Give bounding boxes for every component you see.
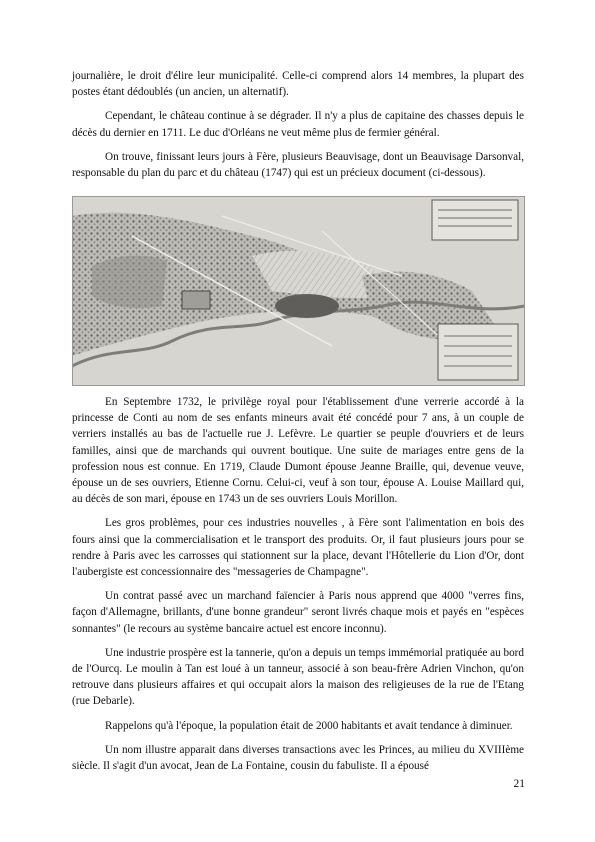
page-number: 21 — [513, 778, 525, 790]
paragraph-3: On trouve, finissant leurs jours à Fère, plusieurs Beauvisage, dont un Beauvisage Darsonval, responsable du plan du parc et du château (1747) qui est un précieux document (ci-dessous). — [72, 150, 524, 180]
paragraph-4: En Septembre 1732, le privilège royal pour l'établissement d'une verrerie accordé à la princesse de Conti au nom de ses enfants mineurs avait été concédé pour 7 ans, à un couple de verriers installés au bas de l'actuelle rue J. Lefèvre. Le quartier se peuple d'ouvriers et de leurs familles, ainsi que de marchands qui ouvrent boutique. Une suite de mariages entre gens de la profession nous est connue. En 1719, Claude Dumont épouse Jeanne Braille, qui, devenue veuve, épouse un de ses ouvriers, Etienne Cornu. Celui-ci, veuf à son tour, épouse A. Louise Maillard qui, au décès de son mari, épouse en 1743 un de ses ouvriers Louis Morillon. — [72, 396, 524, 506]
paragraph-7: Une industrie prospère est la tannerie, qu'on a depuis un temps immémorial pratiquée au bord de l'Ourcq. Le moulin à Tan est loué à un tanneur, associé à son beau-frère Adrien Vinchon, qu'on retrouve dans plusieurs affaires et qui occupait alors la maison des religieuses de la rue de l'Etang (rue Debarle). — [72, 646, 524, 708]
paragraph-6: Un contrat passé avec un marchand faïencier à Paris nous apprend que 4000 "verres fins, façon d'Allemagne, brillants, d'une bonne grandeur" seront livrés chaque mois et payés en "espèces sonnantes" (le recours au système bancaire actuel est encore inconnu). — [72, 590, 524, 635]
paragraph-2: Cependant, le château continue à se dégrader. Il n'y a plus de capitaine des chasses depuis le décès du dernier en 1711. Le duc d'Orléans ne veut même plus de fermier général. — [72, 110, 524, 139]
paragraph-9: Un nom illustre apparait dans diverses transactions avec les Princes, au milieu du XVIIIème siècle. Il s'agit d'un avocat, Jean de La Fontaine, cousin du fabuliste. Il a épousé — [72, 743, 524, 773]
paragraph-1: journalière, le droit d'élire leur municipalité. Celle-ci comprend alors 14 membres, la plupart des postes étant dédoublés (un ancien, un alternatif). — [72, 70, 524, 99]
top-text-block — [72, 68, 524, 189]
paragraph-5: Les gros problèmes, pour ces industries nouvelles , à Fère sont l'alimentation en bois des fours ainsi que la commercialisation et le transport des produits. Or, il faut plusieurs jours pour se rendre à Paris avec les carrosses qui stationnent sur la place, devant l'Hôtellerie du Lion d'Or, dont l'aubergiste est concessionnaire des "messageries de Champagne". — [72, 517, 524, 579]
historical-map-image — [72, 196, 525, 386]
bottom-text-block — [72, 394, 524, 782]
paragraph-8: Rappelons qu'à l'époque, la population était de 2000 habitants et avait tendance à diminuer. — [105, 719, 513, 732]
